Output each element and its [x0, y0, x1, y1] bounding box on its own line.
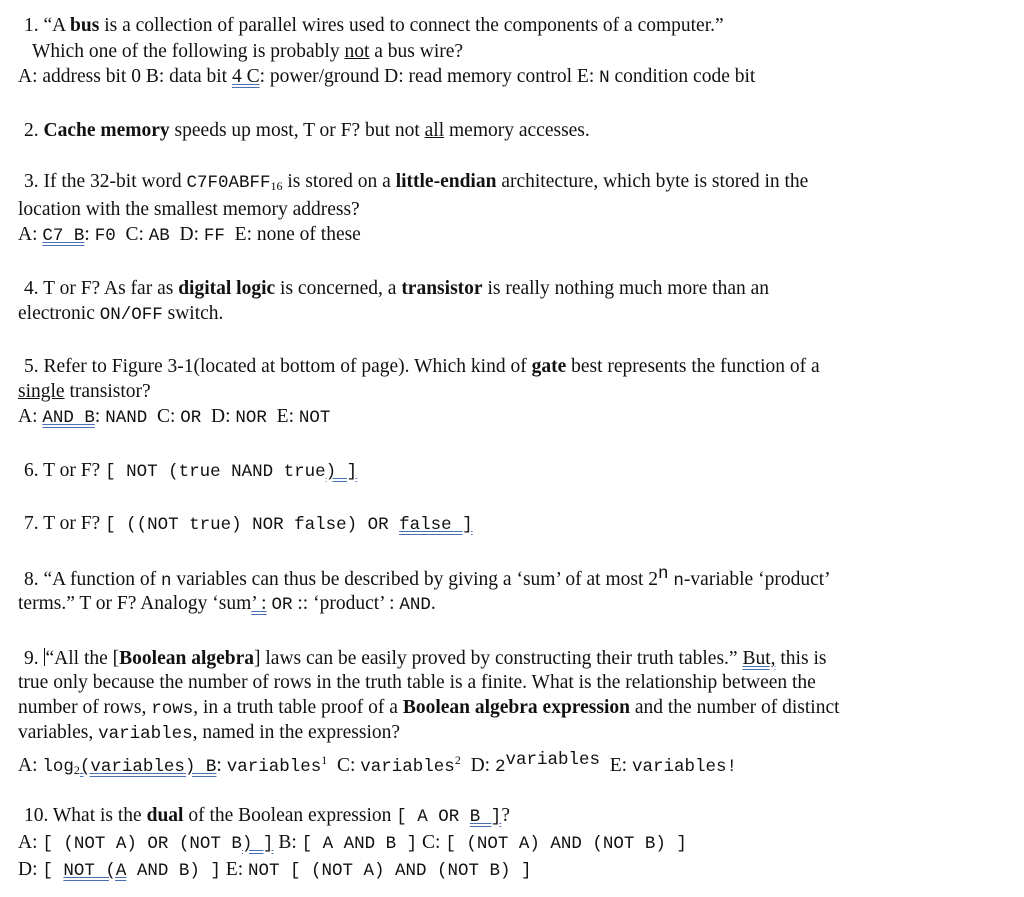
q10-expression: NOT [ (NOT A) AND (NOT B) ]: [248, 861, 532, 881]
q3-line1: [24, 172, 808, 193]
q5-text: 5. Refer to Figure 3-1(located at bottom of page). Which kind of: [24, 356, 532, 377]
q5-line2: [18, 382, 151, 402]
q4-bold-term: transistor: [401, 278, 483, 299]
q10-options-row1: [18, 833, 687, 854]
q3-subscript: 16: [270, 179, 283, 193]
q4-text: switch.: [162, 303, 224, 324]
q3-text: is stored on a: [282, 171, 396, 192]
q9-text: variables,: [18, 722, 99, 743]
q8-code: AND: [399, 595, 431, 615]
q9-subscript: 2: [73, 763, 80, 777]
q2-text: speeds up most, T or F? but not: [169, 120, 425, 141]
q4-code: ON/OFF: [99, 305, 163, 325]
q6-expression: [ NOT (true NAND true: [105, 462, 326, 482]
q2-bold-term: Cache memory: [43, 120, 170, 141]
q3-option-text: :: [84, 224, 95, 245]
q10-bold-term: dual: [146, 805, 184, 826]
q8-text: terms.” T or F? Analogy ‘sum: [18, 593, 252, 614]
q8-marked-answer: ’ :: [251, 593, 267, 614]
q9-option-text: E:: [599, 755, 632, 776]
q3-marked-answer: C7 B: [42, 226, 85, 246]
q5-underlined-single: single: [18, 381, 65, 402]
q3-bold-term: little-endian: [395, 171, 497, 192]
q8-line2: [18, 594, 436, 615]
q3-line2: location with the smallest memory address?: [18, 199, 360, 220]
q5-option-text: :: [94, 406, 106, 427]
q8-code-n: n: [673, 571, 684, 591]
q5-option-text: A:: [18, 406, 43, 427]
q10-option-text: E:: [220, 859, 249, 880]
q4-text: is concerned, a: [275, 278, 402, 299]
q5-text: best represents the function of a: [566, 356, 820, 377]
q9-option-text: A:: [18, 755, 43, 776]
q9-line1: [24, 648, 826, 669]
q1-text: is a collection of parallel wires used to connect the components of a computer.”: [99, 15, 724, 36]
q10-text: ?: [501, 805, 510, 826]
q9-code: 2: [494, 757, 506, 777]
q4-bold-term: digital logic: [178, 278, 276, 299]
q9-superscript: 2: [454, 753, 461, 767]
q8-text: .: [430, 593, 436, 614]
q10-expression: [ (NOT A) AND (NOT B) ]: [445, 834, 687, 854]
q10-text: 10. What is the: [24, 805, 147, 826]
q1-line1: [24, 16, 724, 36]
q3-code: FF: [203, 226, 225, 246]
q8-text: 8. “A function of: [24, 569, 162, 590]
q9-text: 9.: [24, 648, 44, 669]
q3-option-text: D:: [169, 224, 204, 245]
q8-superscript: n: [658, 564, 669, 584]
q10-expression: [ (NOT A) OR (NOT B: [42, 834, 242, 854]
q2-line1: [24, 121, 590, 141]
q10-expression: [ A AND B ]: [301, 834, 418, 854]
q7-line1: [24, 514, 473, 535]
q7-expression: [ ((NOT true) NOR false) OR: [105, 515, 400, 535]
q9-code: variables: [98, 724, 193, 744]
q5-line1: [24, 357, 820, 377]
q9-text: this is: [775, 648, 827, 669]
q4-line1: [24, 279, 769, 299]
q3-option-text: A:: [18, 224, 43, 245]
q8-text: :: ‘product’ :: [292, 593, 400, 614]
q2-text: memory accesses.: [444, 120, 590, 141]
q3-option-text: C:: [115, 224, 149, 245]
q9-superscript: variables: [505, 750, 600, 770]
q9-marked-word: But,: [742, 648, 776, 669]
q10-marked-part: NOT (A: [63, 861, 127, 881]
q4-text: 4. T or F? As far as: [24, 278, 179, 299]
q9-text: , in a truth table proof of a: [193, 697, 403, 718]
q9-text: and the number of distinct: [629, 697, 840, 718]
q2-text: 2.: [24, 120, 44, 141]
q9-text: “All the [: [45, 648, 120, 669]
q1-option-text: A: address bit 0 B: data bit: [18, 66, 232, 87]
q10-marked-part: B ]: [469, 807, 502, 827]
q8-line1: [24, 566, 831, 591]
q5-code: NOT: [298, 408, 331, 428]
q5-marked-answer: AND B: [42, 408, 95, 428]
q1-line2: [32, 42, 463, 62]
q9-option-text: C:: [327, 755, 361, 776]
q9-bold-term: Boolean algebra expression: [402, 697, 630, 718]
q3-text: architecture, which byte is stored in the: [496, 171, 809, 192]
q1-option-text: condition code bit: [609, 66, 756, 87]
q5-text: transistor?: [64, 381, 151, 402]
q3-code: AB: [148, 226, 170, 246]
q9-text: number of rows,: [18, 697, 152, 718]
q6-line1: [24, 461, 357, 482]
q5-code: NAND: [105, 408, 148, 428]
q8-code-n: n: [161, 571, 172, 591]
q5-options: [18, 407, 330, 428]
q1-text: Which one of the following is probably: [32, 41, 345, 62]
q8-code: OR: [271, 595, 293, 615]
q1-marked-answer: 4 C: [231, 66, 260, 87]
q9-options: [18, 752, 737, 777]
q9-bold-term: Boolean algebra: [119, 648, 255, 669]
q9-line3: [18, 698, 840, 719]
q8-text: variables can thus be described by giving a ‘sum’ of at most 2: [171, 569, 659, 590]
q6-text: 6. T or F?: [24, 460, 106, 481]
q9-option-text: :: [216, 755, 227, 776]
q1-options: [18, 67, 755, 88]
q10-expression: [ A OR: [396, 807, 470, 827]
q9-line4: [18, 723, 400, 744]
q2-underlined-all: all: [424, 120, 445, 141]
q5-bold-term: gate: [531, 356, 567, 377]
q5-option-text: C:: [147, 406, 181, 427]
q5-option-text: D:: [201, 406, 236, 427]
q10-text: of the Boolean expression: [183, 805, 397, 826]
q9-code: variables: [360, 757, 455, 777]
q10-marked-answer: ) ]: [241, 834, 274, 854]
q10-option-text: C:: [417, 832, 446, 853]
q10-option-text: D:: [18, 859, 43, 880]
q6-marked-answer: ) ]: [325, 462, 358, 482]
q1-text: a bus wire?: [369, 41, 464, 62]
q3-text: 3. If the 32-bit word: [24, 171, 187, 192]
q10-options-row2: [18, 860, 532, 881]
q3-options: [18, 225, 361, 246]
q5-code: NOR: [235, 408, 267, 428]
q9-marked-answer: (variables) B: [79, 757, 217, 777]
q1-code-n: N: [599, 68, 610, 88]
q10-option-text: B:: [273, 832, 302, 853]
q5-option-text: E:: [266, 406, 299, 427]
q9-code: log: [42, 757, 74, 777]
q9-text: , named in the expression?: [192, 722, 401, 743]
q4-line2: [18, 304, 223, 325]
text-cursor: [44, 648, 45, 666]
q10-expression: AND B) ]: [126, 861, 221, 881]
q3-code: F0: [94, 226, 116, 246]
q1-underlined-not: not: [344, 41, 370, 62]
q9-code: variables: [226, 757, 322, 777]
q4-text: electronic: [18, 303, 100, 324]
q9-superscript: 1: [321, 753, 328, 767]
q1-option-text: : power/ground D: read memory control E:: [259, 66, 600, 87]
q9-text: ] laws can be easily proved by constructing their truth tables.”: [254, 648, 743, 669]
q8-text: -variable ‘product’: [683, 569, 831, 590]
q9-line2: true only because the number of rows in the truth table is a finite. What is the relationship between the: [18, 672, 816, 693]
q4-text: is really nothing much more than an: [482, 278, 770, 299]
q10-line1: [24, 806, 510, 827]
q9-code: rows: [151, 699, 194, 719]
q5-code: OR: [180, 408, 202, 428]
q9-option-text: D:: [460, 755, 495, 776]
q7-text: 7. T or F?: [24, 513, 106, 534]
q1-text: 1. “A: [24, 15, 71, 36]
q3-code-word: C7F0ABFF: [186, 173, 271, 193]
q10-expression: [: [42, 861, 64, 881]
q3-option-text: E: none of these: [224, 224, 361, 245]
q7-marked-answer: false ]: [399, 515, 473, 535]
q9-code: variables!: [631, 757, 737, 777]
q1-bold-bus: bus: [70, 15, 100, 36]
q10-option-text: A:: [18, 832, 43, 853]
